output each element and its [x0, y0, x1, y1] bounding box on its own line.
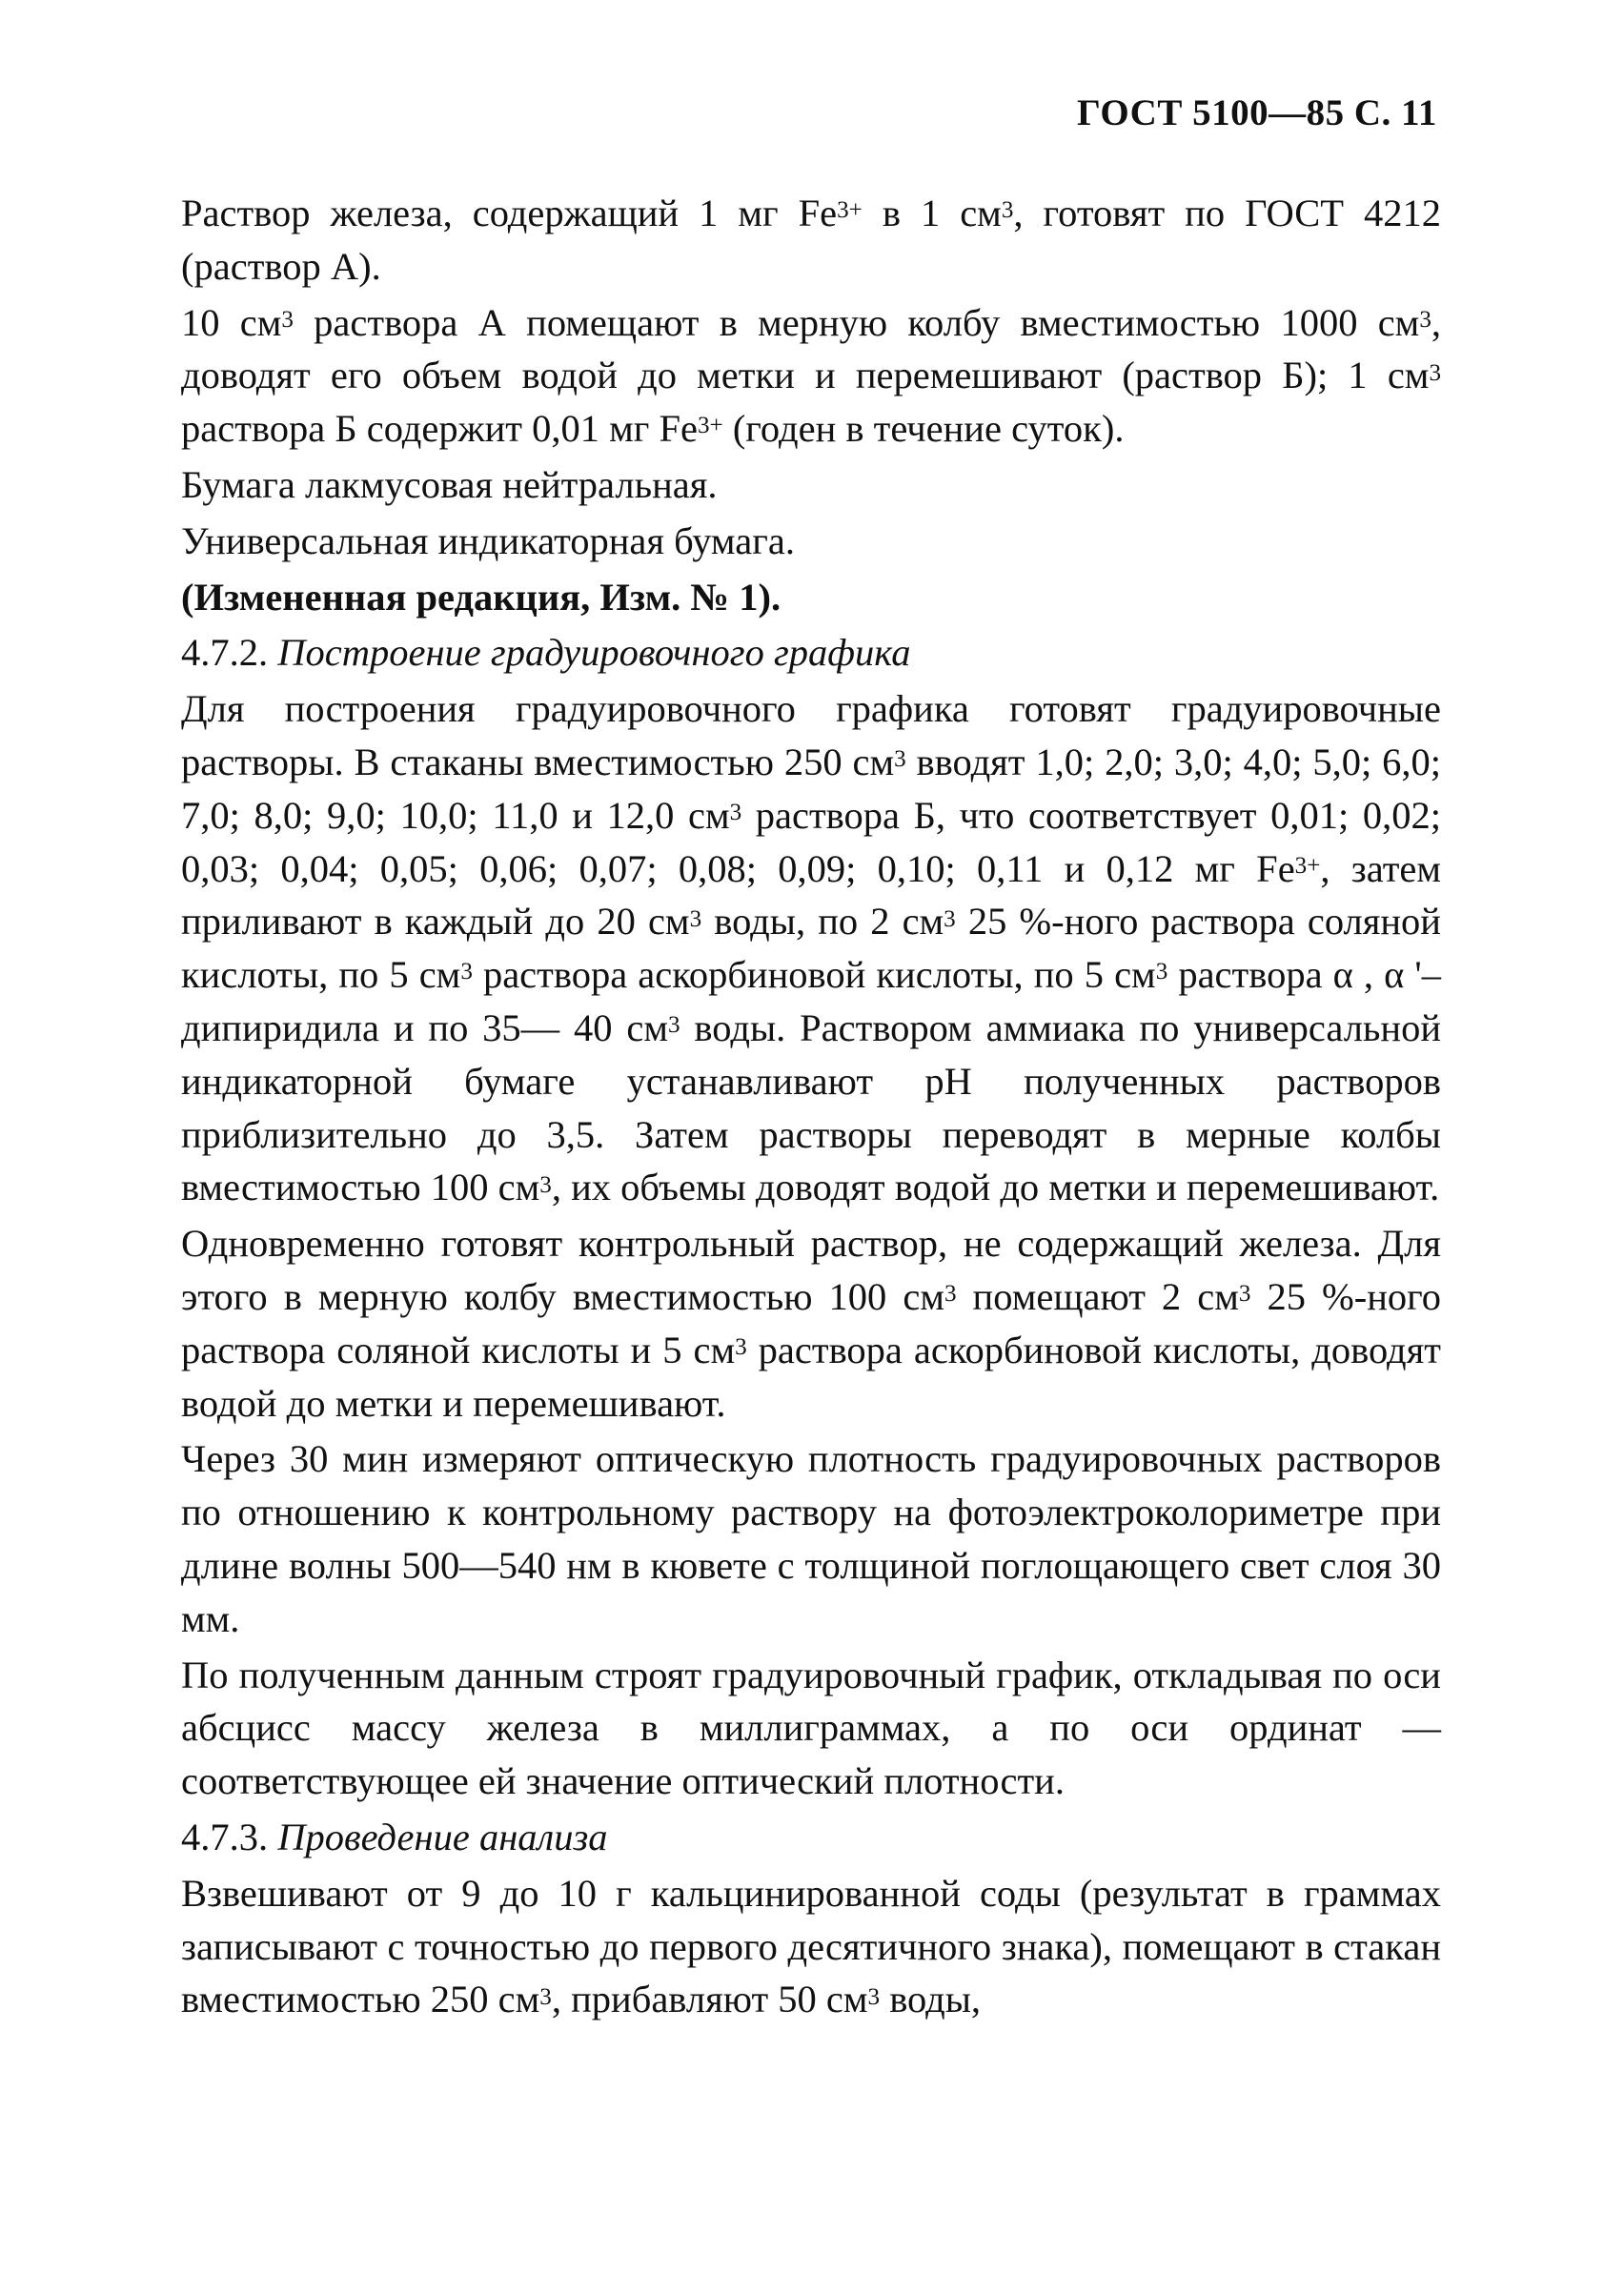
section-title: Проведение анализа [277, 1815, 608, 1858]
paragraph-iron-solution: Раствор железа, содержащий 1 мг $Fe^{3+}$ в 1 $см^3$, готовят по ГОСТ 4212 (раствор А). [181, 192, 1441, 288]
page-header: ГОСТ 5100—85 С. 11 [1077, 92, 1437, 133]
paragraph-litmus-paper: Бумага лакмусовая нейтральная. [181, 462, 718, 506]
section-number: 4.7.3. [181, 1815, 278, 1858]
section-heading-4-7-3 [181, 1811, 1441, 1864]
paragraph-control-solution: Одновременно готовят контрольный раствор, не содержащий железа. Для этого в мерную колбу вместимостью 100 $см^3$ помещают 2 $см^3$ 25 %-ного раствора соляной кислоты и 5 $см^3$ раствора аскорбиновой кислоты, доводят водой до метки и перемешивают. [181, 1222, 1441, 1425]
document-body [181, 187, 1441, 2029]
paragraph-solution-b: 10 $см^3$ раствора А помещают в мерную колбу вместимостью 1000 $см^3$, доводят его объем водой до метки и перемешивают (раствор Б); 1 $см^3$ раствора Б содержит 0,01 мг $Fe^{3+}$ (годен в течение суток). [181, 300, 1441, 451]
section-number: 4.7.2. [181, 631, 278, 675]
paragraph-amendment-note: (Измененная редакция, Изм. № 1). [181, 575, 782, 619]
paragraph-indicator-paper: Универсальная индикаторная бумага. [181, 518, 795, 562]
paragraph-optical-density: Через 30 мин измеряют оптическую плотность градуировочных растворов по отношению к контрольному раствору на фотоэлектроколориметре при длине волны 500—540 нм в кювете с толщиной поглощающего свет слоя 30 мм. [181, 1437, 1441, 1640]
section-title: Построение градуировочного графика [277, 631, 911, 675]
section-heading-4-7-2 [181, 626, 1441, 680]
paragraph-calibration-graph: По полученным данным строят градуировочный график, откладывая по оси абсцисс массу железа в миллиграммах, а по оси ординат — соответствующее ей значение оптический плотности. [181, 1653, 1441, 1803]
paragraph-analysis: Взвешивают от 9 до 10 г кальцинированной соды (результат в граммах записывают с точностью до первого десятичного знака), помещают в стакан вместимостью 250 $см^3$, прибавляют 50 $см^3$ воды, [181, 1871, 1441, 2021]
paragraph-calibration-solutions: Для построения градуировочного графика готовят градуировочные растворы. В стаканы вместимостью 250 $см^3$ вводят 1,0; 2,0; 3,0; 4,0; 5,0; 6,0; 7,0; 8,0; 9,0; 10,0; 11,0 и 12,0 $см^3$ раствора Б, что соответствует 0,01; 0,02; 0,03; 0,04; 0,05; 0,06; 0,07; 0,08; 0,09; 0,10; 0,11 и 0,12 мг $Fe^{3+}$, затем приливают в каждый до 20 $см^3$ воды, по 2 $см^3$ 25 %-ного раствора соляной кислоты, по 5 $см^3$ раствора аскорбиновой кислоты, по 5 $см^3$ раствора α , α '–дипиридила и по 35— 40 $см^3$ воды. Раствором аммиака по универсальной индикаторной бумаге устанавливают pH полученных растворов приблизительно до 3,5. Затем растворы переводят в мерные колбы вместимостью 100 $см^3$, их объемы доводят водой до метки и перемешивают. [181, 687, 1442, 1209]
